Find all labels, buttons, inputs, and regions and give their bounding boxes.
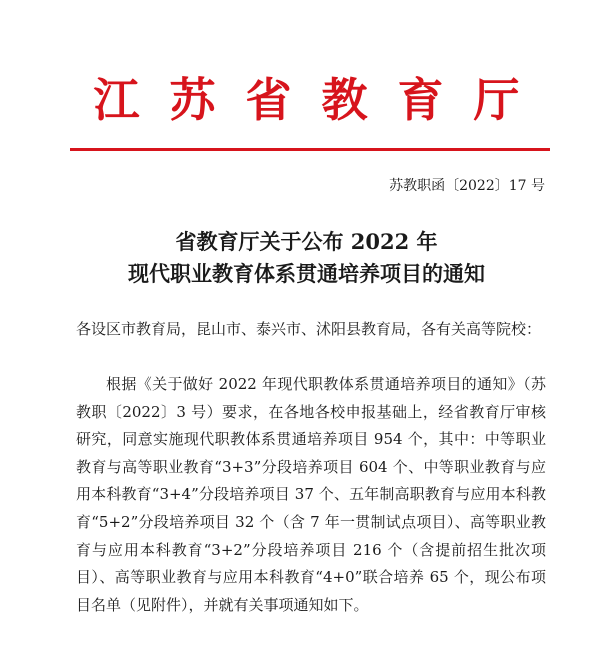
issuer-header: 江苏省教育厅 [93, 73, 550, 127]
header-rule [70, 148, 550, 151]
document-title-line-2: 现代职业教育体系贯通培养项目的通知 [128, 261, 485, 286]
document-number: 苏教职函〔2022〕17 号 [389, 178, 545, 194]
addressee: 各设区市教育局，昆山市、泰兴市、沭阳县教育局，各有关高等院校： [76, 320, 542, 338]
document-title-line-1: 省教育厅关于公布 2022 年 [175, 229, 438, 254]
body-paragraph: 根据《关于做好 2022 年现代职教体系贯通培养项目的通知》（苏教职〔2022〕3 号）要求，在各地各校申报基础上，经省教育厅审核研究，同意实施现代职教体系贯通培养项目 954 个，其中：中等职业教育与高等职业教育“3+3”分段培养项目 604 个、中等职业教育与应用本科教育“3+4”分段培养项目 37 个、五年制高职教育与应用本科教育“5+2”分段培养项目 32 个（含 7 年一贯制试点项目）、高等职业教育与应用本科教育“3+2”分段培养项目 216 个（含提前招生批次项目）、高等职业教育与应用本科教育“4+0”联合培养 65 个，现公布项目名单（见附件），并就有关事项通知如下。 [76, 375, 546, 614]
